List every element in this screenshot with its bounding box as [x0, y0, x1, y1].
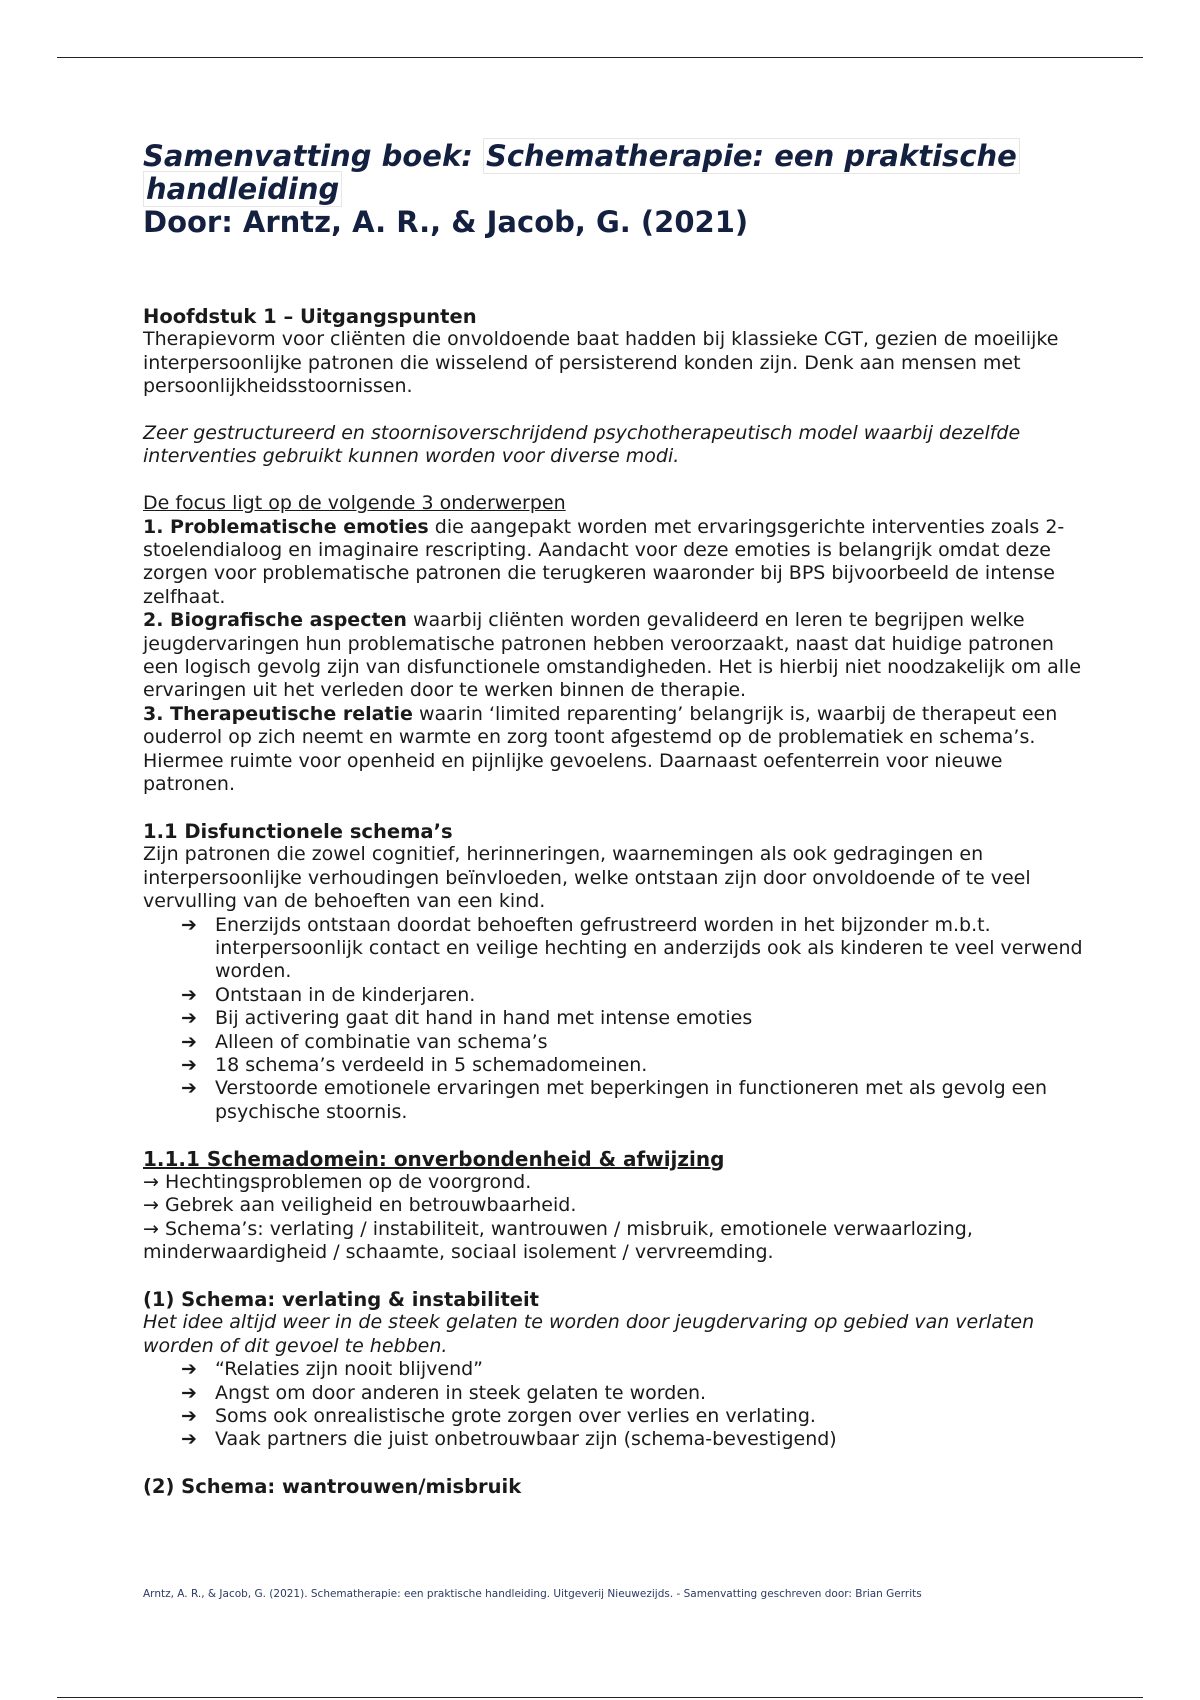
- chapter-1-heading: Hoofdstuk 1 – Uitgangspunten: [143, 305, 477, 328]
- arrow-icon: ➔: [181, 1053, 197, 1076]
- arrow-icon: ➔: [181, 1428, 197, 1451]
- section-1-1-bullets: [143, 914, 1083, 1125]
- list-item: ➔ Ontstaan in de kinderjaren.: [181, 983, 476, 1006]
- chapter-1-italic-note: Zeer gestructureerd en stoornisoverschrijdend psychotherapeutisch model waarbij dezelfde interventies gebruikt kunnen worden voor diverse modi.: [143, 422, 1021, 468]
- arrow-icon: ➔: [181, 1007, 197, 1030]
- section-1-1-intro: Zijn patronen die zowel cognitief, herinneringen, waarnemingen als ook gedragingen en interpersoonlijke verhoudingen beïnvloeden, welke ontstaan zijn door onvoldoende of te veel vervulling van de behoeften van een kind.: [143, 843, 1031, 913]
- focus-item-2: [143, 609, 1083, 703]
- domain-line-3: → Schema’s: verlating / instabiliteit, wantrouwen / misbruik, emotionele verwaarlozing, minderwaardigheid / schaamte, sociaal isolement / vervreemding.: [143, 1217, 973, 1264]
- focus-heading: De focus ligt op de volgende 3 onderwerpen: [143, 492, 566, 515]
- section-1-1-heading: 1.1 Disfunctionele schema’s: [143, 819, 453, 843]
- document-body: [143, 140, 1083, 1499]
- arrow-icon: ➔: [181, 1381, 197, 1404]
- focus-item-1: [143, 516, 1083, 610]
- document-title: [143, 140, 1083, 206]
- focus-item-1-title: 1. Problematische emoties: [143, 515, 429, 538]
- bottom-rule: [57, 1697, 1143, 1698]
- schema-1-description: Het idee altijd weer in de steek gelaten te worden door jeugdervaring op gebied van verlaten worden of dit gevoel te hebben.: [143, 1311, 1035, 1357]
- schema-1-bullets: [143, 1358, 1083, 1452]
- list-item: ➔ “Relaties zijn nooit blijvend”: [181, 1358, 484, 1381]
- list-item: ➔ Bij activering gaat dit hand in hand met intense emoties: [181, 1007, 753, 1030]
- schema-1-heading: (1) Schema: verlating & instabiliteit: [143, 1287, 539, 1311]
- focus-item-2-text: waarbij cliënten worden gevalideerd en leren te begrijpen welke jeugdervaringen hun problematische patronen hebben veroorzaakt, naast dat huidige patronen een logisch gevolg zijn van disfunctionele omstandigheden. Het is hierbij niet noodzakelijk om alle ervaringen uit het verleden door te werken binnen de therapie.: [143, 609, 1082, 702]
- arrow-icon: ➔: [181, 1358, 197, 1381]
- list-item: ➔ Soms ook onrealistische grote zorgen over verlies en verlating.: [181, 1405, 816, 1428]
- arrow-icon: ➔: [181, 1030, 197, 1053]
- list-item: ➔ 18 schema’s verdeeld in 5 schemadomeinen.: [181, 1053, 648, 1076]
- arrow-icon: ➔: [181, 913, 197, 936]
- section-1-1-1-heading: 1.1.1 Schemadomein: onverbondenheid & afwijzing: [143, 1146, 725, 1171]
- title-prefix: Samenvatting boek:: [143, 139, 483, 173]
- domain-line-2: → Gebrek aan veiligheid en betrouwbaarheid.: [143, 1194, 577, 1217]
- list-item: ➔ Enerzijds ontstaan doordat behoeften gefrustreerd worden in het bijzonder m.b.t. interpersoonlijk contact en veilige hechting en anderzijds ook als kinderen te veel verwend worden.: [181, 913, 1083, 983]
- schema-2-heading: (2) Schema: wantrouwen/misbruik: [143, 1475, 522, 1499]
- book-title-line1: Schematherapie: een praktische: [483, 138, 1020, 174]
- page-footer: Arntz, A. R., & Jacob, G. (2021). Schematherapie: een praktische handleiding. Uitgeverij Nieuwezijds. - Samenvatting geschreven door: Brian Gerrits: [143, 1588, 922, 1600]
- list-item: ➔ Alleen of combinatie van schema’s: [181, 1030, 548, 1053]
- author-line: Door: Arntz, A. R., & Jacob, G. (2021): [143, 205, 749, 239]
- focus-item-3-text: waarin ‘limited reparenting’ belangrijk is, waarbij de therapeut een ouderrol op zich neemt en warmte en zorg toont afgestemd op de problematiek en schema’s. Hiermee ruimte voor openheid en pijnlijke gevoelens. Daarnaast oefenterrein voor nieuwe patronen.: [143, 702, 1058, 796]
- arrow-icon: ➔: [181, 1405, 197, 1428]
- top-rule: [57, 57, 1143, 58]
- book-title-line2: handleiding: [143, 171, 342, 207]
- arrow-icon: ➔: [181, 983, 197, 1006]
- focus-item-1-text: die aangepakt worden met ervaringsgerichte interventies zoals 2-stoelendialoog en imaginaire rescripting. Aandacht voor deze emoties is belangrijk omdat deze zorgen voor problematische patronen die terugkeren waaronder bij BPS bijvoorbeeld de intense zelfhaat.: [143, 515, 1065, 608]
- arrow-icon: ➔: [181, 1077, 197, 1100]
- domain-line-1: → Hechtingsproblemen op de voorgrond.: [143, 1170, 532, 1193]
- focus-item-3-title: 3. Therapeutische relatie: [143, 702, 413, 725]
- focus-item-3: [143, 703, 1083, 797]
- chapter-1-intro: Therapievorm voor cliënten die onvoldoende baat hadden bij klassieke CGT, gezien de moeilijke interpersoonlijke patronen die wisselend of persisterend konden zijn. Denk aan mensen met persoonlijkheidsstoornissen.: [143, 328, 1059, 398]
- list-item: ➔ Vaak partners die juist onbetrouwbaar zijn (schema-bevestigend): [181, 1428, 837, 1451]
- list-item: ➔ Angst om door anderen in steek gelaten te worden.: [181, 1381, 707, 1404]
- list-item: ➔ Verstoorde emotionele ervaringen met beperkingen in functioneren met als gevolg een psychische stoornis.: [181, 1077, 1048, 1123]
- focus-item-2-title: 2. Biografische aspecten: [143, 609, 407, 632]
